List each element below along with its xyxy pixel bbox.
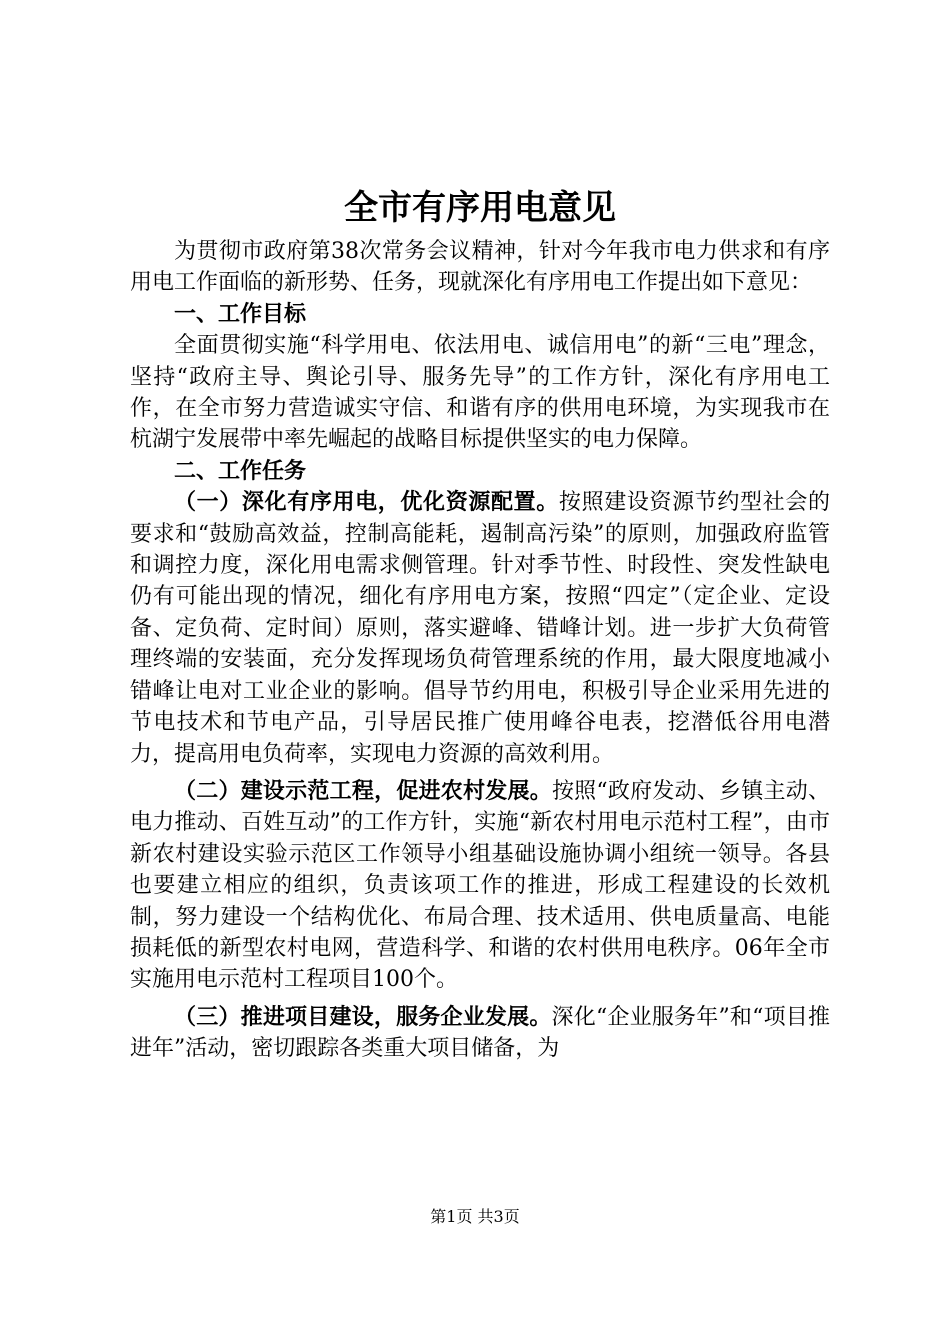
task-paragraph-3: [130, 1002, 830, 1065]
goals-paragraph: 全面贯彻实施“科学用电、依法用电、诚信用电”的新“三电”理念，坚持“政府主导、舆论引导、服务先导”的工作方针，深化有序用电工作，在全市努力营造诚实守信、和谐有序的供用电环境，为实现我市在杭湖宁发展带中率先崛起的战略目标提供坚实的电力保障。: [130, 333, 830, 453]
task-paragraph-2: [130, 776, 830, 996]
page-footer: [0, 1206, 950, 1228]
page-number: 第1页 共3页: [430, 1207, 520, 1226]
document-content: [130, 236, 830, 1065]
section-heading-tasks: 二、工作任务: [174, 457, 307, 484]
task-heading-3: （三）推进项目建设，服务企业发展。: [174, 1003, 552, 1030]
task-text-1: 按照建设资源节约型社会的要求和“鼓励高效益，控制高能耗，遏制高污染”的原则，加强政府监管和调控力度，深化用电需求侧管理。针对季节性、时段性、突发性缺电仍有可能出现的情况，细化有序用电方案，按照“四定”（定企业、定设备、定负荷、定时间）原则，落实避峰、错峰计划。进一步扩大负荷管理终端的安装面，充分发挥现场负荷管理系统的作用，最大限度地减小错峰让电对工业企业的影响。倡导节约用电，积极引导企业采用先进的节电技术和节电产品，引导居民推广使用峰谷电表，挖潜低谷用电潜力，提高用电负荷率，实现电力资源的高效利用。: [130, 490, 830, 767]
section-heading-goals: 一、工作目标: [174, 300, 307, 327]
task-paragraph-1: [130, 487, 830, 770]
task-heading-2: （二）建设示范工程，促进农村发展。: [174, 777, 552, 804]
document-title: 全市有序用电意见: [344, 188, 616, 228]
task-heading-1: （一）深化有序用电，优化资源配置。: [174, 489, 559, 516]
task-text-2: 按照“政府发动、乡镇主动、电力推动、百姓互动”的工作方针，实施“新农村用电示范村工程”，由市新农村建设实验示范区工作领导小组基础设施协调小组统一领导。各县也要建立相应的组织，负责该项工作的推进，形成工程建设的长效机制，努力建设一个结构优化、布局合理、技术适用、供电质量高、电能损耗低的新型农村电网，营造科学、和谐的农村供用电秩序。06年全市实施用电示范村工程项目100个。: [130, 778, 830, 993]
intro-paragraph: 为贯彻市政府第38次常务会议精神，针对今年我市电力供求和有序用电工作面临的新形势、任务，现就深化有序用电工作提出如下意见：: [130, 239, 830, 296]
task-text-3: 深化“企业服务年”和“项目推进年”活动，密切跟踪各类重大项目储备，为: [130, 1004, 830, 1062]
